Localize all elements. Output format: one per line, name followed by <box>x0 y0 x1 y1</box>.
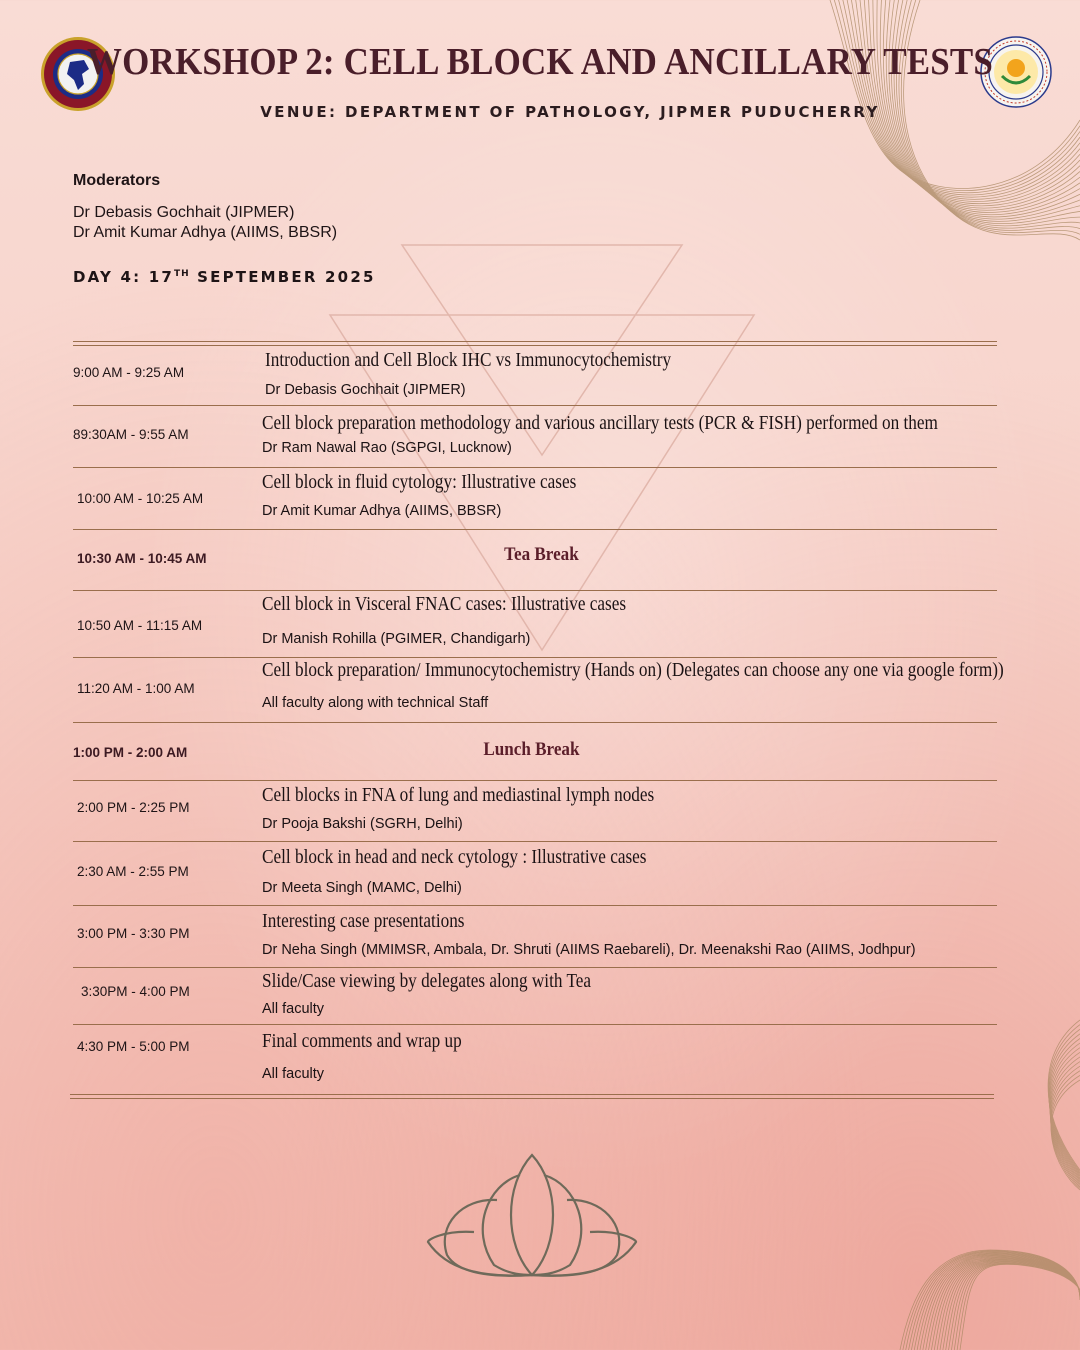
session-title: Cell block preparation methodology and various ancillary tests (PCR & FISH) performed on them <box>262 412 938 434</box>
break-time: 10:30 AM - 10:45 AM <box>77 551 207 566</box>
session-time: 3:30PM - 4:00 PM <box>81 984 190 999</box>
session-speaker: Dr Pooja Bakshi (SGRH, Delhi) <box>262 816 463 832</box>
session-title: Introduction and Cell Block IHC vs Immunocytochemistry <box>265 349 672 371</box>
page-title: WORKSHOP 2: CELL BLOCK AND ANCILLARY TESTS <box>87 41 993 83</box>
session-speaker: All faculty <box>262 1001 325 1017</box>
session-time: 9:00 AM - 9:25 AM <box>73 365 185 380</box>
lunch-break-label: Lunch Break <box>483 739 580 760</box>
row-divider <box>73 905 997 906</box>
moderator-name: Dr Amit Kumar Adhya (AIIMS, BBSR) <box>73 224 338 241</box>
session-title: Cell blocks in FNA of lung and mediastinal lymph nodes <box>262 784 655 806</box>
break-time: 1:00 PM - 2:00 AM <box>73 745 188 760</box>
row-divider <box>73 722 997 723</box>
table-bottom-rule <box>70 1094 994 1095</box>
session-time: 4:30 PM - 5:00 PM <box>77 1039 190 1054</box>
moderator-name: Dr Debasis Gochhait (JIPMER) <box>73 204 295 221</box>
day-date-heading <box>73 268 376 286</box>
session-time: 11:20 AM - 1:00 AM <box>77 681 195 696</box>
session-speaker: All faculty along with technical Staff <box>262 695 489 711</box>
session-speaker: Dr Amit Kumar Adhya (AIIMS, BBSR) <box>262 503 502 519</box>
session-speaker: Dr Manish Rohilla (PGIMER, Chandigarh) <box>262 631 531 647</box>
session-title: Final comments and wrap up <box>262 1030 462 1052</box>
session-title: Cell block preparation/ Immunocytochemistry (Hands on) (Delegates can choose any one via google form)) <box>262 659 1004 681</box>
table-top-rule <box>73 341 997 342</box>
session-title: Slide/Case viewing by delegates along with Tea <box>262 970 592 992</box>
session-time: 2:00 PM - 2:25 PM <box>77 800 190 815</box>
row-divider <box>73 590 997 591</box>
session-time: 3:00 PM - 3:30 PM <box>77 926 190 941</box>
table-top-rule <box>73 345 997 346</box>
session-speaker: All faculty <box>262 1066 325 1082</box>
row-divider <box>73 967 997 968</box>
session-speaker: Dr Meeta Singh (MAMC, Delhi) <box>262 880 462 896</box>
wave-lines-right <box>1048 1020 1080 1190</box>
day-prefix: DAY 4: 17 <box>73 268 175 286</box>
session-speaker: Dr Debasis Gochhait (JIPMER) <box>265 382 466 398</box>
wave-lines-bottom-right <box>900 1250 1080 1350</box>
day-ordinal-suffix: TH <box>174 269 190 279</box>
session-title: Cell block in Visceral FNAC cases: Illustrative cases <box>262 593 627 615</box>
row-divider <box>73 1024 997 1025</box>
session-title: Interesting case presentations <box>262 910 465 932</box>
session-time: 89:30AM - 9:55 AM <box>73 427 189 442</box>
session-time: 2:30 AM - 2:55 PM <box>77 864 189 879</box>
session-time: 10:50 AM - 11:15 AM <box>77 618 203 633</box>
row-divider <box>73 467 997 468</box>
session-title: Cell block in head and neck cytology : Illustrative cases <box>262 846 647 868</box>
row-divider <box>73 657 997 658</box>
lotus-icon <box>428 1155 636 1276</box>
session-title: Cell block in fluid cytology: Illustrative cases <box>262 471 577 493</box>
venue-line: VENUE: DEPARTMENT OF PATHOLOGY, JIPMER PUDUCHERRY <box>260 103 880 121</box>
session-speaker: Dr Neha Singh (MMIMSR, Ambala, Dr. Shruti (AIIMS Raebareli), Dr. Meenakshi Rao (AIIMS, Jodhpur) <box>262 942 916 958</box>
table-bottom-rule <box>70 1098 994 1099</box>
moderators-heading: Moderators <box>73 172 161 189</box>
row-divider <box>73 841 997 842</box>
session-speaker: Dr Ram Nawal Rao (SGPGI, Lucknow) <box>262 440 512 456</box>
row-divider <box>73 529 997 530</box>
row-divider <box>73 405 997 406</box>
row-divider <box>73 780 997 781</box>
day-rest: SEPTEMBER 2025 <box>189 268 376 286</box>
tea-break-label: Tea Break <box>504 544 579 565</box>
session-time: 10:00 AM - 10:25 AM <box>77 491 204 506</box>
